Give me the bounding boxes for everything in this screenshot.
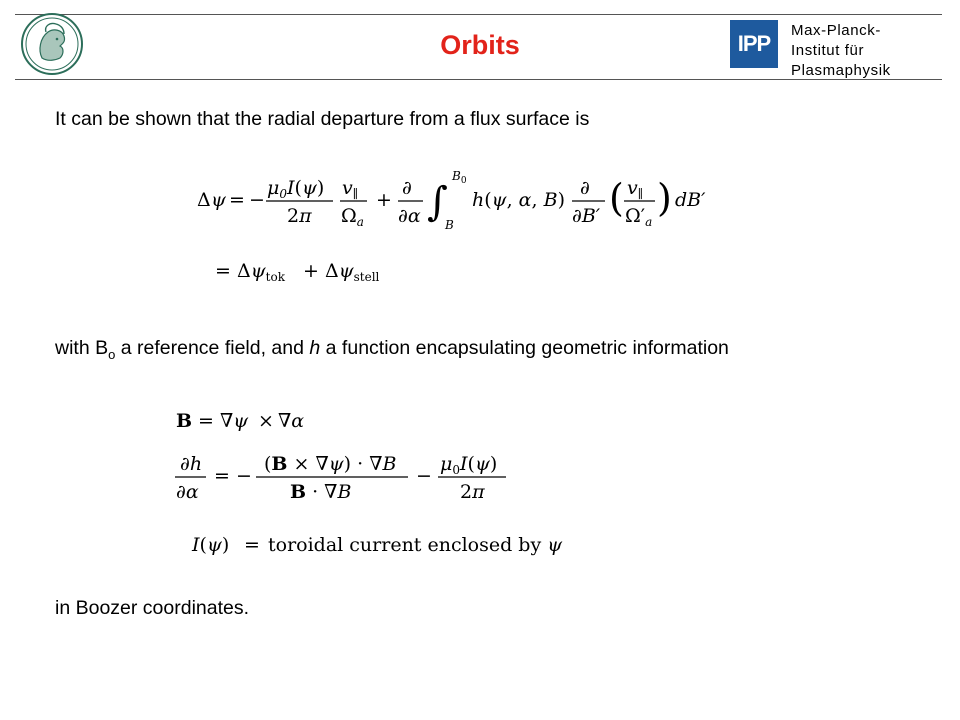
institute-name xyxy=(791,21,891,81)
svg-text:2π: 2π xyxy=(460,481,485,503)
svg-text:toroidal current enclosed by ψ: toroidal current enclosed by ψ xyxy=(268,534,563,556)
svg-text:∂h: ∂h xyxy=(180,453,203,475)
h-variable: h xyxy=(309,337,321,359)
svg-text:Δ: Δ xyxy=(197,189,211,211)
reference-field-text xyxy=(55,337,729,362)
intro-text: It can be shown that the radial departure from a flux surface is xyxy=(55,108,590,130)
svg-text:+: + xyxy=(303,260,319,282)
svg-text:Δψstell: $\Delta\psi_{stell}$ xyxy=(325,260,380,284)
subscript-o: o xyxy=(108,346,116,362)
ipp-logo: IPP xyxy=(730,20,778,68)
svg-text:dB′: dB′ xyxy=(675,189,706,211)
svg-text:∇ψ: ∇ψ xyxy=(220,410,249,432)
svg-text:=: = xyxy=(229,189,245,211)
svg-text:I(ψ): I(ψ) xyxy=(192,534,230,556)
svg-text:B0: $B_0$ xyxy=(452,169,467,186)
svg-text:Ωa: $\Omega_a$ xyxy=(341,205,364,229)
header-top-rule xyxy=(15,14,942,15)
svg-text:=: = xyxy=(214,465,230,487)
svg-text:B: B xyxy=(445,218,454,232)
svg-text:): ) xyxy=(657,176,672,220)
svg-text:ψ: ψ xyxy=(211,189,226,211)
equation-radial-departure xyxy=(195,165,725,290)
slide-title: Orbits xyxy=(440,30,520,60)
svg-text:B · ∇B: B · ∇B xyxy=(290,481,352,503)
svg-text:(B × ∇ψ) · ∇B: (B × ∇ψ) · ∇B xyxy=(264,453,397,475)
svg-text:∂: ∂ xyxy=(402,177,412,199)
svg-text:2π: 2π xyxy=(287,205,312,227)
svg-text:B: B xyxy=(176,410,193,432)
svg-text:∫: ∫ xyxy=(427,179,448,225)
svg-text:v∥: $v_\parallel$ xyxy=(627,177,644,201)
svg-text:∂B′: ∂B′ xyxy=(572,205,601,227)
svg-text:∇α: ∇α xyxy=(278,410,305,432)
with-suffix: a function encapsulating geometric information xyxy=(320,337,729,359)
svg-text:×: × xyxy=(258,410,274,432)
svg-text:∂α: ∂α xyxy=(398,205,421,227)
svg-text:=: = xyxy=(244,534,260,556)
svg-text:μ0I(ψ): $\mu_0I(\psi)$ xyxy=(267,177,325,201)
with-prefix: with B xyxy=(55,337,109,359)
svg-text:Ω′a: $\Omega'_a$ xyxy=(625,205,653,229)
svg-text:−: − xyxy=(236,465,252,487)
svg-text:−: − xyxy=(249,189,265,211)
svg-text:−: − xyxy=(416,465,432,487)
svg-text:∂α: ∂α xyxy=(176,481,199,503)
svg-text:h(ψ, α, B): h(ψ, α, B) xyxy=(472,189,565,211)
institute-line: Institut für xyxy=(791,42,865,59)
svg-text:(: ( xyxy=(609,176,624,220)
svg-text:Δψtok: $\Delta\psi_{tok}$ xyxy=(237,260,285,284)
svg-text:=: = xyxy=(198,410,214,432)
institute-line: Plasmaphysik xyxy=(791,62,891,79)
svg-text:∂: ∂ xyxy=(580,177,590,199)
closing-text: in Boozer coordinates. xyxy=(55,597,250,619)
svg-text:v∥: $v_\parallel$ xyxy=(342,177,359,201)
with-middle: a reference field, and xyxy=(115,337,310,359)
svg-text:μ0I(ψ): $\mu_0I(\psi)$ xyxy=(440,453,498,477)
svg-text:+: + xyxy=(376,189,392,211)
institute-line: Max-Planck- xyxy=(791,22,881,39)
equation-block-geometry xyxy=(170,405,590,565)
svg-text:=: = xyxy=(215,260,231,282)
